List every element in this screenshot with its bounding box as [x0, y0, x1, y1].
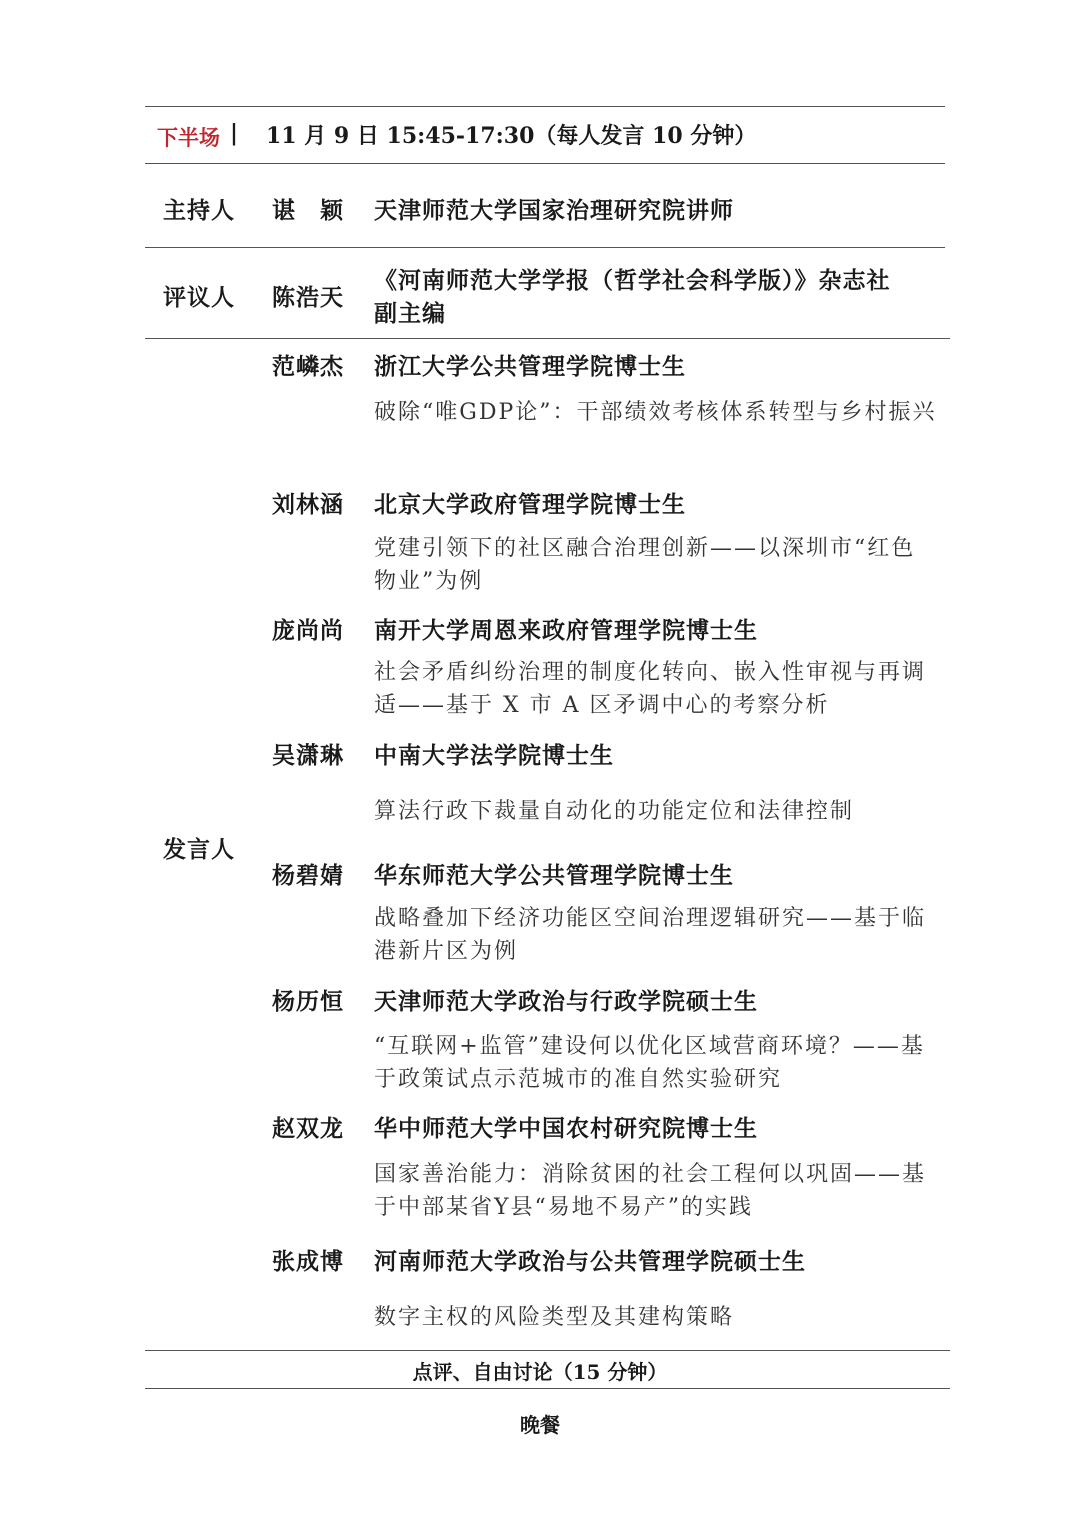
commentator-name: 陈浩天 [272, 284, 344, 311]
speaker-affiliation: 华中师范大学中国农村研究院博士生 [374, 1115, 758, 1142]
speaker-title: 国家善治能力：消除贫困的社会工程何以巩固——基于中部某省Y县“易地不易产”的实践 [374, 1162, 927, 1220]
speaker-affiliation: 河南师范大学政治与公共管理学院硕士生 [374, 1248, 806, 1275]
speaker-name: 吴潇琳 [272, 742, 344, 769]
dinner-row: 晚餐 [520, 1413, 560, 1437]
rule-before-discussion [145, 1350, 950, 1351]
speaker-title: “互联网+监管”建设何以优化区域营商环境？——基于政策试点示范城市的准自然实验研究 [374, 1034, 925, 1092]
speaker-affiliation: 南开大学周恩来政府管理学院博士生 [374, 617, 758, 644]
speaker-title: 算法行政下裁量自动化的功能定位和法律控制 [374, 799, 855, 824]
speaker-name: 杨碧婧 [272, 862, 344, 889]
rule-after-session [145, 163, 945, 164]
speaker-name: 庞尚尚 [272, 617, 344, 644]
speaker-title: 数字主权的风险类型及其建构策略 [374, 1305, 735, 1330]
speakers-role: 发言人 [163, 836, 235, 863]
speaker-affiliation: 中南大学法学院博士生 [374, 742, 614, 769]
rule-after-host [145, 247, 945, 248]
host-name: 谌 颖 [272, 197, 344, 224]
speaker-affiliation: 天津师范大学政治与行政学院硕士生 [374, 988, 758, 1015]
rule-after-commentator [145, 338, 950, 339]
speaker-name: 赵双龙 [272, 1115, 344, 1142]
speaker-title: 社会矛盾纠纷治理的制度化转向、嵌入性审视与再调适——基于 X 市 A 区矛调中心的考察分析 [374, 660, 927, 718]
speaker-title: 破除“唯GDP论”：干部绩效考核体系转型与乡村振兴 [374, 400, 937, 425]
speaker-affiliation: 华东师范大学公共管理学院博士生 [374, 862, 734, 889]
speaker-title: 党建引领下的社区融合治理创新——以深圳市“红色物业”为例 [374, 536, 916, 594]
host-affiliation: 天津师范大学国家治理研究院讲师 [374, 197, 734, 224]
speaker-name: 杨历恒 [272, 988, 344, 1015]
speaker-name: 刘林涵 [272, 491, 344, 518]
discussion-row: 点评、自由讨论（15 分钟） [412, 1360, 668, 1384]
commentator-role: 评议人 [163, 284, 235, 311]
session-divider: | [230, 120, 239, 146]
speaker-affiliation: 北京大学政府管理学院博士生 [374, 491, 686, 518]
commentator-affiliation-line1: 《河南师范大学学报（哲学社会科学版）》杂志社 [374, 267, 891, 294]
rule-after-discussion [145, 1388, 950, 1389]
speaker-title: 战略叠加下经济功能区空间治理逻辑研究——基于临港新片区为例 [374, 906, 927, 964]
speaker-affiliation: 浙江大学公共管理学院博士生 [374, 353, 686, 380]
session-time: 11 月 9 日 15:45-17:30（每人发言 10 分钟） [266, 123, 757, 149]
commentator-affiliation-line2: 副主编 [374, 300, 446, 327]
session-label: 下半场 [157, 126, 220, 150]
speaker-name: 张成博 [272, 1248, 344, 1275]
rule-top [145, 106, 945, 107]
host-role: 主持人 [163, 197, 235, 224]
speaker-name: 范嶙杰 [272, 353, 344, 380]
